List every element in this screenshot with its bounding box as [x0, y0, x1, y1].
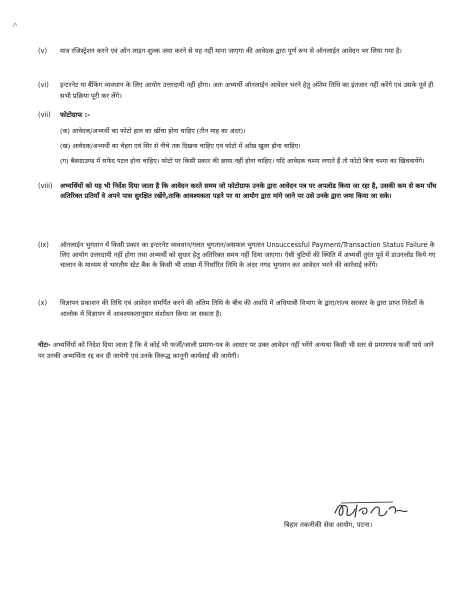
note-text: अभ्यर्थियों को निदेश दिया जाता है कि वे कोई भी फर्जी/जाली प्रमाण-पत्र के आधार पर उक्त आवेदन नहीं भरेंगे अन्यथा किसी भी स्तर से प्रमाणपत्र फर्जी पाये जाने पर उनकी अभ्यर्थिता रद्द कर दी जायेगी एवं उनके विरूद्ध कानूनी कार्यवाई की जायेगी। [38, 341, 434, 360]
clause-text: विज्ञापन प्रकाशन की तिथि एवं आवेदन समर्पित करने की अंतिम तिथि के बीच की अवधि में अधियाची विभाग के द्वारा/राज्य सरकार के द्वारा प्राप्त निदेशों के आलोक में विज्ञापन में आवश्यकतानुसार संशोधन किया जा सकता है। [60, 299, 425, 318]
photo-rule-kha: (ख) आवेदक/अभ्यर्थी का चेहरा एवं सिर से नीचे तक दिखना चाहिए एवं फोटो में आँख खुला होना चाहिए। [60, 142, 301, 150]
clause-ix [38, 240, 438, 271]
photo-rule-ka: (क) आवेदक/अभ्यर्थी का फोटो हाल का खींचा होना चाहिए (तीन माह का अंदर)। [60, 127, 246, 135]
note-label: नोटः- [38, 341, 51, 349]
signature-scrawl [331, 499, 411, 521]
clause-x [38, 298, 438, 319]
clause-text: इन्टरनेट या बैंकिंग व्यवधान के लिए आयोग उत्तरदायी नहीं होगा। अतः अभ्यर्थी ऑनलाईन आवेदन भरने हेतु अंतिम तिथि का इंतजार नहीं करेंगे एवं उसके पूर्व ही सभी प्रक्रिया पूरी कर लेंगे। [60, 81, 434, 100]
photo-rule-ga: (ग) बैकग्राउण्ड में सफेद पटल होना चाहिए। फोटो पर किसी प्रकार की छाया नहीं होना चाहिए। यदि आवेदक चश्मा लगाते हैं तो फोटो बिना चश्मा का खिचवायेंगे। [60, 157, 425, 165]
clause-number: (x) [38, 299, 48, 307]
clause-text: अभ्यर्थियों को यह भी निर्देश दिया जाता है कि आवेदन करते समय जो फोटोग्राफ उनके द्वारा आवेदन पत्र पर अपलोड किया जा रहा है, उसकी कम से कम पाँच अतिरिक्त प्रतियाँ वे अपने पास सुरक्षित रखेंगे,ताकि आवश्यकता पड़ने पर या आयोग द्वारा मांगे जाने पर उसे उनके द्वारा जमा किया जा सके। [60, 182, 437, 201]
clause-viii [38, 181, 438, 201]
note-paragraph [38, 340, 436, 362]
clause-text: ऑनलाईन भुगतान में किसी प्रकार का इन्टरनेट व्यवधान/गलत भुगतान/असफल भुगतान Unsuccessful Payment/Transaction Status Failure के लिए आयोग उत्तरदायी नहीं होगा तथा अभ्यर्थी को सुधार हेतु अतिरिक्त समय नहीं दिया जाएगा। ऐसी त्रुटियों की स्थिति में अभ्यर्थी तुरंत पूर्व में डाउनलोड किये गए चालान के माध्यम से भारतीय स्टेट बैंक के किसी भी शाखा में निर्धारित तिथि के अंदर नगद भुगतान कर आवेदन भरने की कार्रवाई करेंगे। [60, 241, 436, 270]
clause-number: (vii) [38, 111, 51, 119]
clause-text: मात्र रजिस्ट्रेशन करने एवं ऑन लाइन शुल्क जमा करने से यह नहीं माना जाएगा की आवेदक द्वारा पूर्ण रूप से ऑनलाईन आवेदन भर लिया गया है। [60, 47, 402, 55]
margin-mark [12, 22, 18, 28]
signatory-designation: बिहार तकनीकी सेवा आयोग, पटना। [284, 521, 373, 529]
clause-number: (ix) [38, 241, 49, 249]
clause-vi [38, 80, 438, 101]
clause-v [38, 46, 438, 57]
clause-number: (v) [38, 47, 48, 55]
clause-number: (vi) [38, 81, 49, 89]
clause-heading: फोटोग्राफ :- [60, 111, 91, 119]
clause-number: (viii) [38, 182, 53, 190]
clause-vii [38, 110, 438, 121]
